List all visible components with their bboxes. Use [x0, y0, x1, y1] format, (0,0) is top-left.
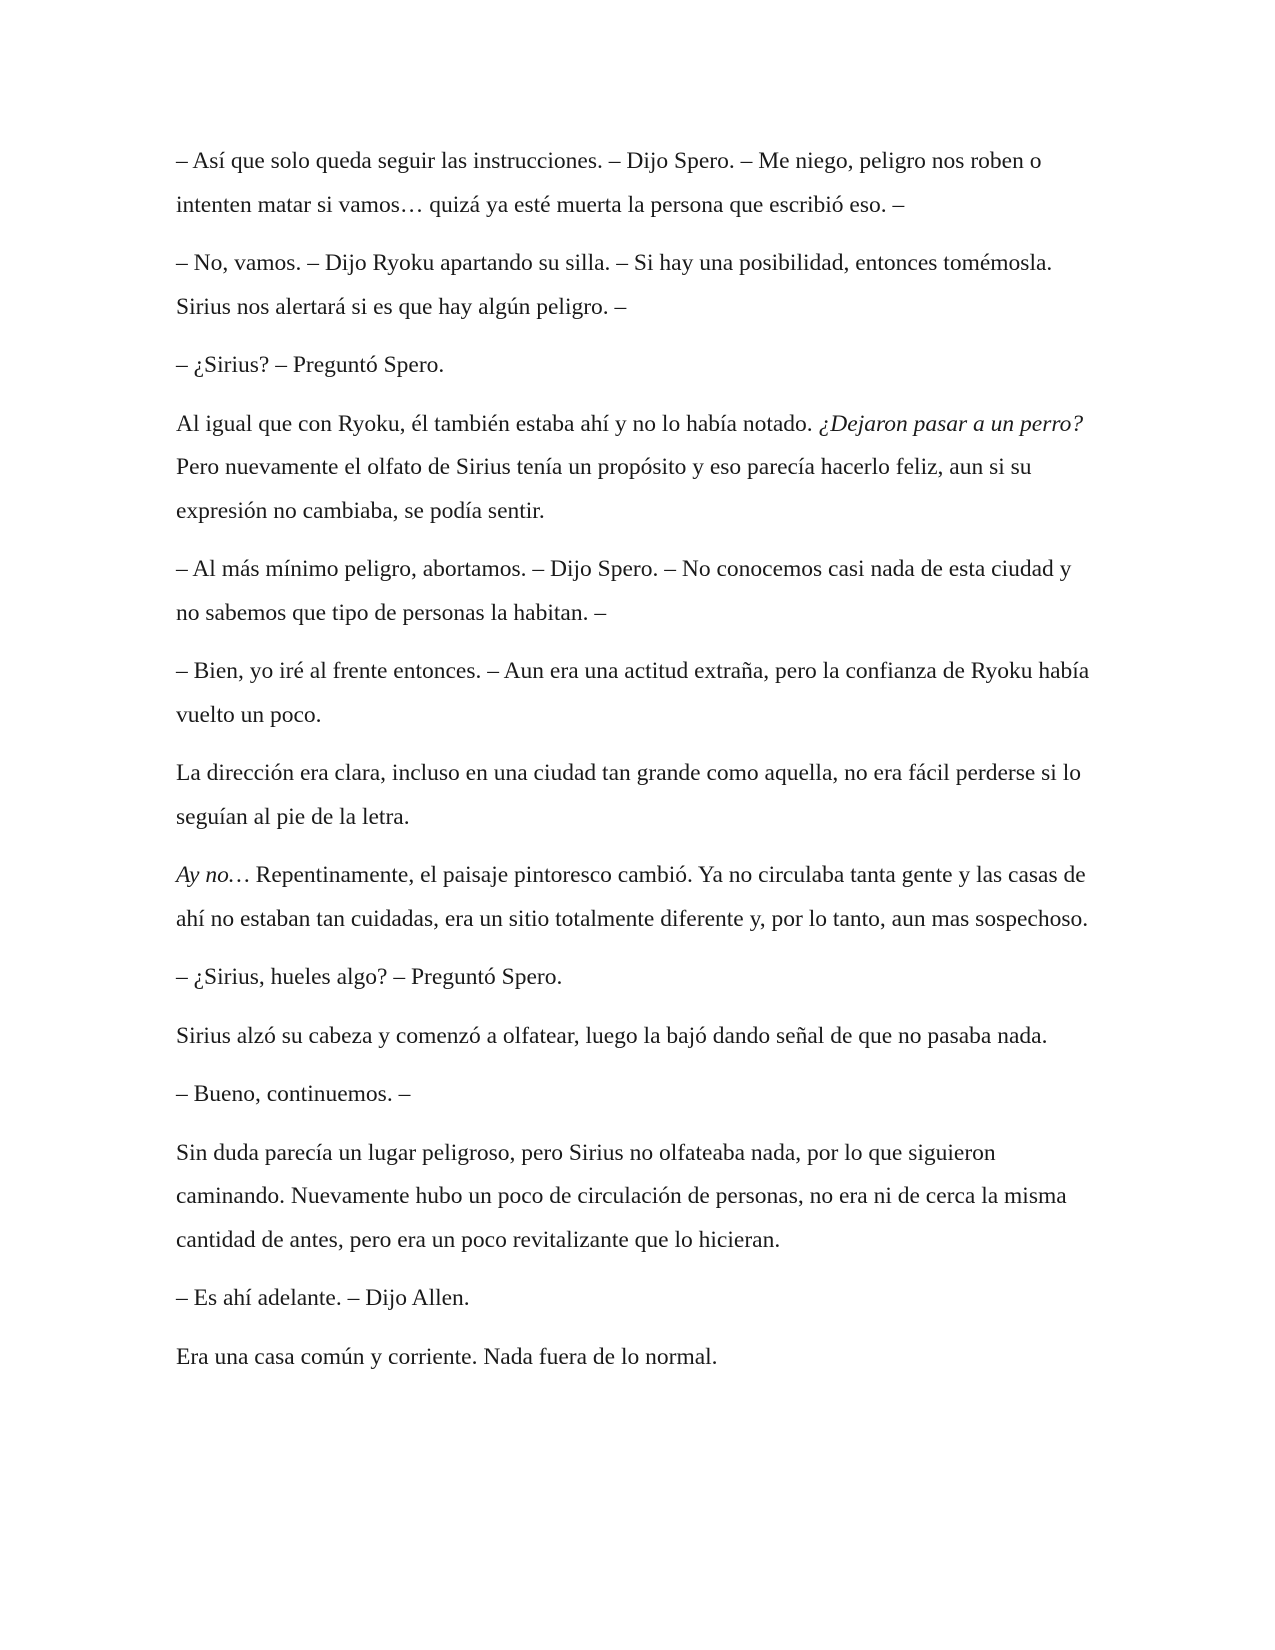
paragraph-text: Pero nuevamente el olfato de Sirius tenía un propósito y eso parecía hacerlo feliz, aun si su expresión no cambiaba, se podía sentir.: [176, 454, 1032, 524]
paragraph-text: – Al más mínimo peligro, abortamos. – Dijo Spero. – No conocemos casi nada de esta ciudad y no sabemos que tipo de personas la habitan. –: [176, 556, 1072, 626]
paragraph: [176, 1132, 1096, 1263]
paragraph: [176, 1015, 1096, 1059]
paragraph: [176, 1336, 1096, 1380]
paragraph: [176, 548, 1096, 635]
paragraph-text: La dirección era clara, incluso en una ciudad tan grande como aquella, no era fácil perderse si lo seguían al pie de la letra.: [176, 760, 1081, 830]
paragraph-italic-text: Ay no…: [176, 862, 250, 888]
paragraph-text: Al igual que con Ryoku, él también estaba ahí y no lo había notado.: [176, 410, 819, 437]
paragraph: [176, 344, 1096, 388]
paragraph-text: Sin duda parecía un lugar peligroso, pero Sirius no olfateaba nada, por lo que siguieron caminando. Nuevamente hubo un poco de circulación de personas, no era ni de cerca la misma cantidad de antes, pero era un poco revitalizante que lo hicieran.: [176, 1139, 1067, 1253]
paragraph-text: – Así que solo queda seguir las instrucciones. – Dijo Spero. – Me niego, peligro nos roben o intenten matar si vamos… quizá ya esté muerta la persona que escribió eso. –: [176, 148, 1042, 218]
paragraph-text: Era una casa común y corriente. Nada fuera de lo normal.: [176, 1343, 718, 1370]
paragraph-text: Sirius alzó su cabeza y comenzó a olfatear, luego la bajó dando señal de que no pasaba nada.: [176, 1022, 1048, 1049]
paragraph: [176, 752, 1096, 839]
paragraph: [176, 854, 1096, 941]
paragraph: [176, 650, 1096, 737]
paragraph-text: – No, vamos. – Dijo Ryoku apartando su silla. – Si hay una posibilidad, entonces tomémosla. Sirius nos alertará si es que hay algún peligro. –: [176, 250, 1053, 320]
paragraph: [176, 403, 1096, 534]
paragraph-text: – ¿Sirius, hueles algo? – Preguntó Spero.: [176, 964, 563, 990]
document-body: [176, 140, 1096, 1394]
paragraph: [176, 140, 1096, 227]
paragraph: [176, 956, 1096, 1000]
paragraph: [176, 242, 1096, 329]
paragraph-text: Repentinamente, el paisaje pintoresco cambió. Ya no circulaba tanta gente y las casas de ahí no estaban tan cuidadas, era un sitio totalmente diferente y, por lo tanto, aun mas sospechoso.: [176, 862, 1089, 932]
paragraph-italic-text: ¿Dejaron pasar a un perro?: [818, 410, 1084, 437]
paragraph: [176, 1277, 1096, 1321]
paragraph: [176, 1073, 1096, 1117]
paragraph-text: – ¿Sirius? – Preguntó Spero.: [176, 352, 445, 378]
paragraph-text: – Es ahí adelante. – Dijo Allen.: [176, 1285, 470, 1311]
paragraph-text: – Bien, yo iré al frente entonces. – Aun era una actitud extraña, pero la confianza de Ryoku había vuelto un poco.: [176, 658, 1090, 728]
paragraph-text: – Bueno, continuemos. –: [176, 1081, 411, 1107]
